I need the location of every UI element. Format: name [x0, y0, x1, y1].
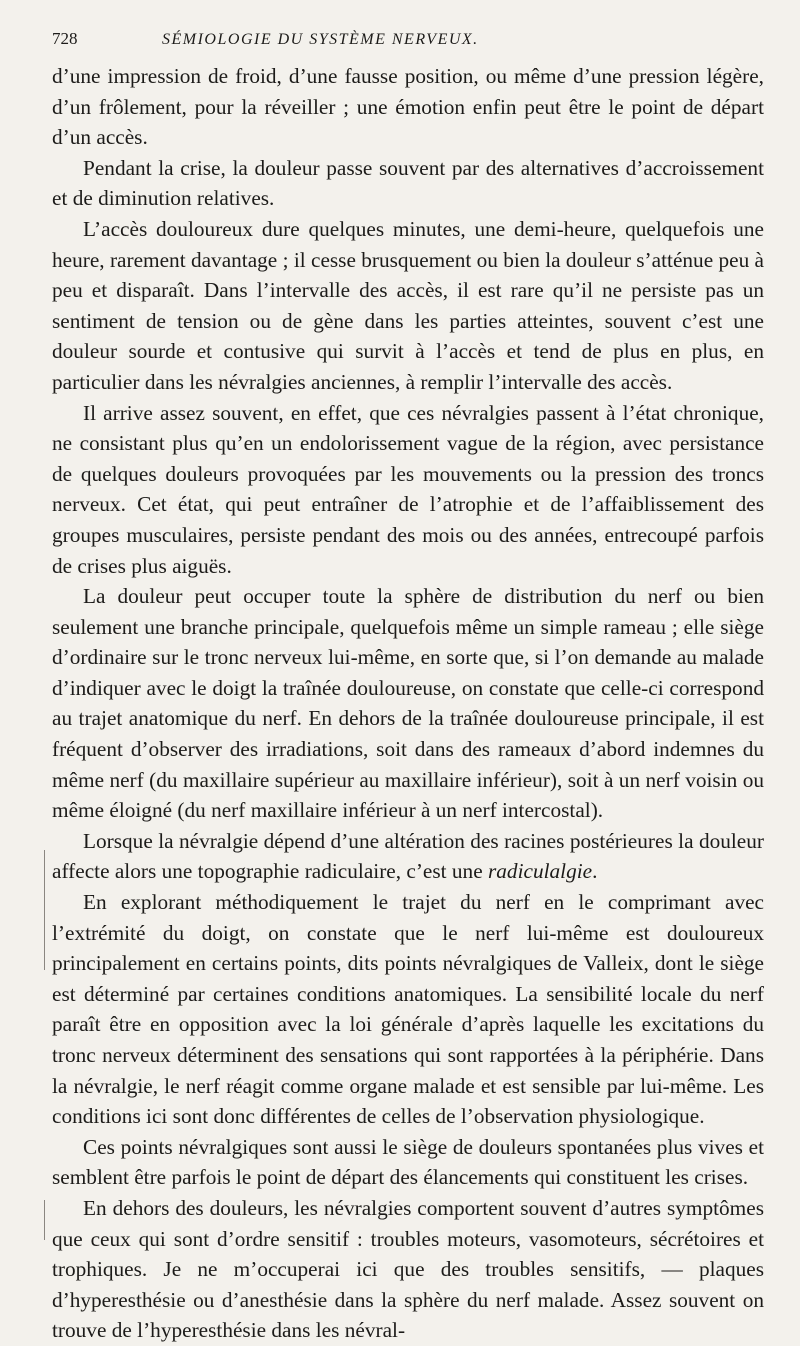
paragraph: L’accès douloureux dure quelques minutes, une demi-heure, quelquefois une heure, rarement davantage ; il cesse brusquement ou bien la douleur s’atténue peu à peu et disparaît. Dans l’intervalle des accès, il est rare qu’il ne persiste pas un sentiment de tension ou de gène dans les parties atteintes, souvent c’est une douleur sourde et contusive qui survit à l’accès et tend de plus en plus, en particulier dans les névralgies anciennes, à remplir l’intervalle des accès.	[52, 216, 764, 394]
paragraph: d’une impression de froid, d’une fausse position, ou même d’une pression légère, d’un frôlement, pour la réveiller ; une émotion enfin peut être le point de départ d’un accès.	[52, 64, 764, 150]
running-head	[52, 28, 764, 51]
page-number: 728	[52, 29, 78, 48]
paragraph: Lorsque la névralgie dépend d’une altération des racines postérieures la douleur affecte alors une topographie radiculaire, c’est une radiculalgie.	[52, 828, 764, 884]
margin-mark	[44, 1200, 45, 1240]
paragraph: En explorant méthodiquement le trajet du nerf en le comprimant avec l’extrémité du doigt, on constate que le nerf lui-même est douloureux principalement en certains points, dits points névralgiques de Valleix, dont le siège est déterminé par certaines conditions anatomiques. La sensibilité locale du nerf paraît être en opposition avec la loi générale d’après laquelle les excitations du tronc nerveux déterminent des sensations qui sont rapportées à la périphérie. Dans la névralgie, le nerf réagit comme organe malade et est sensible par lui-même. Les conditions ici sont donc différentes de celles de l’observation physiologique.	[52, 890, 764, 1129]
paragraph: Pendant la crise, la douleur passe souvent par des alternatives d’accroissement et de diminution relatives.	[52, 155, 764, 211]
running-title: SÉMIOLOGIE DU SYSTÈME NERVEUX.	[162, 31, 479, 48]
paragraph: Il arrive assez souvent, en effet, que ces névralgies passent à l’état chronique, ne consistant plus qu’en un endolorissement vague de la région, avec persistance de quelques douleurs provoquées par les mouvements ou la pression des troncs nerveux. Cet état, qui peut entraîner de l’atrophie et de l’affaiblissement des groupes musculaires, persiste pendant des mois ou des années, entrecoupé parfois de crises plus aiguës.	[52, 400, 764, 578]
paragraph: Ces points névralgiques sont aussi le siège de douleurs spontanées plus vives et semblent être parfois le point de départ des élancements qui constituent les crises.	[52, 1134, 764, 1190]
body-text	[52, 61, 764, 1346]
paragraph: En dehors des douleurs, les névralgies comportent souvent d’autres symptômes que ceux qui sont d’ordre sensitif : troubles moteurs, vasomoteurs, sécrétoires et trophiques. Je ne m’occuperai ici que des troubles sensitifs, — plaques d’hyperesthésie ou d’anesthésie dans la sphère du nerf malade. Assez souvent on trouve de l’hyperesthésie dans les névral-	[52, 1195, 764, 1343]
emphasized-term: radiculalgie	[487, 859, 593, 884]
margin-mark	[44, 850, 45, 970]
paragraph: La douleur peut occuper toute la sphère de distribution du nerf ou bien seulement une branche principale, quelquefois même un simple rameau ; elle siège d’ordinaire sur le tronc nerveux lui-même, en sorte que, si l’on demande au malade d’indiquer avec le doigt la traînée douloureuse, on constate que celle-ci correspond au trajet anatomique du nerf. En dehors de la traînée douloureuse principale, il est fréquent d’observer des irradiations, soit dans des rameaux d’abord indemnes du même nerf (du maxillaire supérieur au maxillaire inférieur), soit à un nerf voisin ou même éloigné (du nerf maxillaire inférieur à un nerf intercostal).	[52, 584, 764, 823]
